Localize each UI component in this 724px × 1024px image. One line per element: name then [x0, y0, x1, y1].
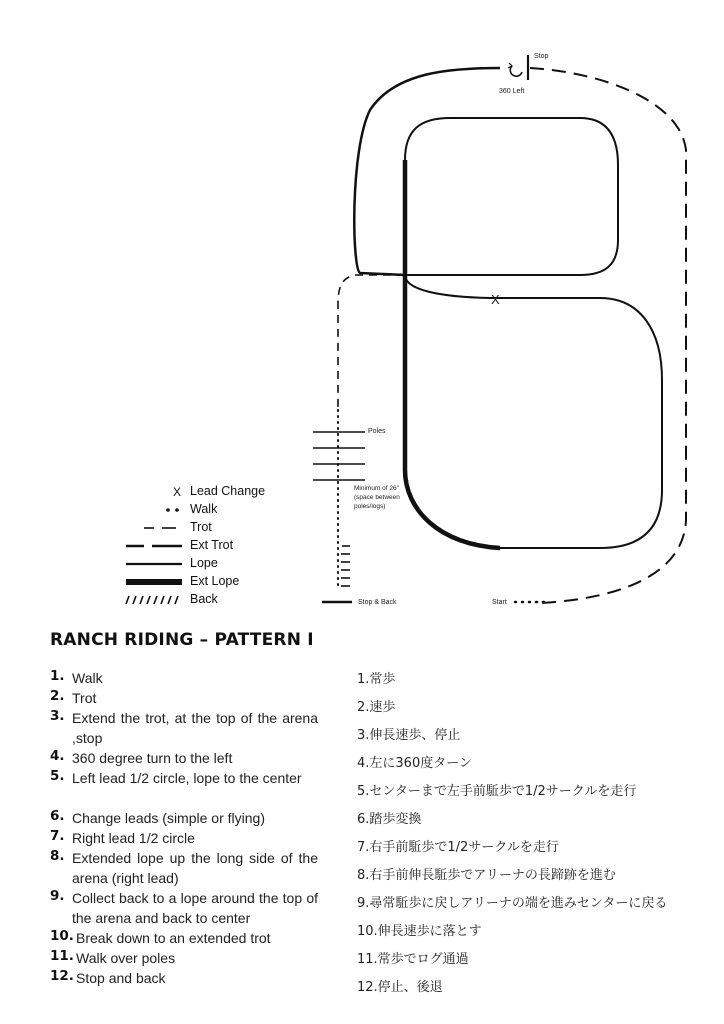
- minimum-label-2: (space between: [354, 494, 400, 501]
- step-text: Collect back to a lope around the top of the arena and back to center: [72, 890, 318, 926]
- step-number: 10.: [50, 928, 74, 944]
- step-number: 2.: [50, 688, 65, 704]
- back-hatch: [341, 546, 350, 586]
- poles: [313, 432, 365, 480]
- step-jp-item: 9.尋常駈歩に戻しアリーナの端を進みセンターに戻る: [357, 896, 668, 911]
- legend-item-back: [120, 591, 320, 609]
- step-text: Walk over poles: [76, 950, 176, 966]
- back-hatch-icon: [120, 591, 182, 609]
- lower-loop-path: [405, 275, 662, 548]
- legend-item-walk: [120, 501, 320, 519]
- step-text: Right lead 1/2 circle: [72, 830, 195, 846]
- walk-dots-icon: [120, 501, 182, 519]
- step-number: 11.: [50, 948, 74, 964]
- step-jp-item: 8.右手前伸長駈歩でアリーナの長蹄跡を進む: [357, 868, 616, 883]
- legend-item-lope: [120, 555, 320, 573]
- turn-360-icon: [510, 66, 522, 76]
- stop-top-label: Stop: [534, 53, 549, 60]
- step-number: 6.: [50, 808, 65, 824]
- turn-360-label: 360 Left: [499, 88, 525, 95]
- step-jp-item: 3.伸長速歩、停止: [357, 728, 461, 743]
- trot-dash-icon: [120, 519, 182, 537]
- upper-loop-path: [405, 118, 618, 275]
- lead-change-icon: [120, 483, 182, 501]
- step-text: Change leads (simple or flying): [72, 810, 265, 826]
- legend-label: Ext Lope: [190, 574, 240, 588]
- legend-item-lead-change: [120, 483, 320, 501]
- legend-item-ext-lope: [120, 573, 320, 591]
- outer-lope-path: [354, 68, 500, 275]
- step-text: Extend the trot, at the top of the arena ,stop: [72, 710, 318, 746]
- trot-crossing-path: [338, 275, 405, 410]
- step-text: Trot: [72, 690, 97, 706]
- step-number: 1.: [50, 668, 65, 684]
- ext-trot-path: [530, 68, 686, 603]
- minimum-label-1: Minimum of 26": [354, 485, 399, 492]
- step-number: 5.: [50, 768, 65, 784]
- step-number: 9.: [50, 888, 65, 904]
- step-jp-item: 11.常歩でログ通過: [357, 952, 469, 967]
- pattern-title: RANCH RIDING – PATTERN I: [50, 630, 314, 650]
- step-text: Left lead 1/2 circle, lope to the center: [72, 770, 302, 786]
- step-jp-item: 2.速歩: [357, 700, 396, 715]
- step-jp-item: 10.伸長速歩に落とす: [357, 924, 482, 939]
- step-jp-item: 5.センターまで左手前駈歩で1/2サークルを走行: [357, 784, 637, 799]
- step-number: 7.: [50, 828, 65, 844]
- step-jp-item: 7.右手前駈歩で1/2サークルを走行: [357, 840, 559, 855]
- legend-label: Back: [190, 592, 218, 606]
- step-number: 12.: [50, 968, 74, 984]
- stop-back-label: Stop & Back: [358, 599, 397, 606]
- step-text: Stop and back: [76, 970, 166, 986]
- step-text: Extended lope up the long side of the arena (right lead): [72, 850, 318, 886]
- legend-label: Walk: [190, 502, 218, 516]
- legend-item-trot: [120, 519, 320, 537]
- ext-trot-dash-icon: [120, 537, 182, 555]
- minimum-label-3: poles/logs): [354, 503, 386, 510]
- step-jp-item: 1.常歩: [357, 672, 396, 687]
- svg-text:X: X: [173, 485, 182, 499]
- step-jp-item: 6.踏歩変換: [357, 812, 422, 827]
- legend-label: Lope: [190, 556, 218, 570]
- legend-item-ext-trot: [120, 537, 320, 555]
- legend-label: Lead Change: [190, 484, 266, 498]
- step-text: Walk: [72, 670, 103, 686]
- step-text: Break down to an extended trot: [76, 930, 271, 946]
- legend-label: Trot: [190, 520, 212, 534]
- step-number: 3.: [50, 708, 65, 724]
- ext-lope-line-icon: [120, 573, 182, 591]
- step-number: 4.: [50, 748, 65, 764]
- step-number: 8.: [50, 848, 65, 864]
- lead-change-x: X: [491, 292, 500, 307]
- step-jp-item: 4.左に360度ターン: [357, 756, 472, 771]
- legend-label: Ext Trot: [190, 538, 234, 552]
- lope-line-icon: [120, 555, 182, 573]
- poles-label: Poles: [368, 428, 386, 435]
- start-label: Start: [492, 599, 507, 606]
- step-text: 360 degree turn to the left: [72, 750, 233, 766]
- ext-lope-path: [405, 160, 500, 548]
- step-jp-item: 12.停止、後退: [357, 980, 443, 995]
